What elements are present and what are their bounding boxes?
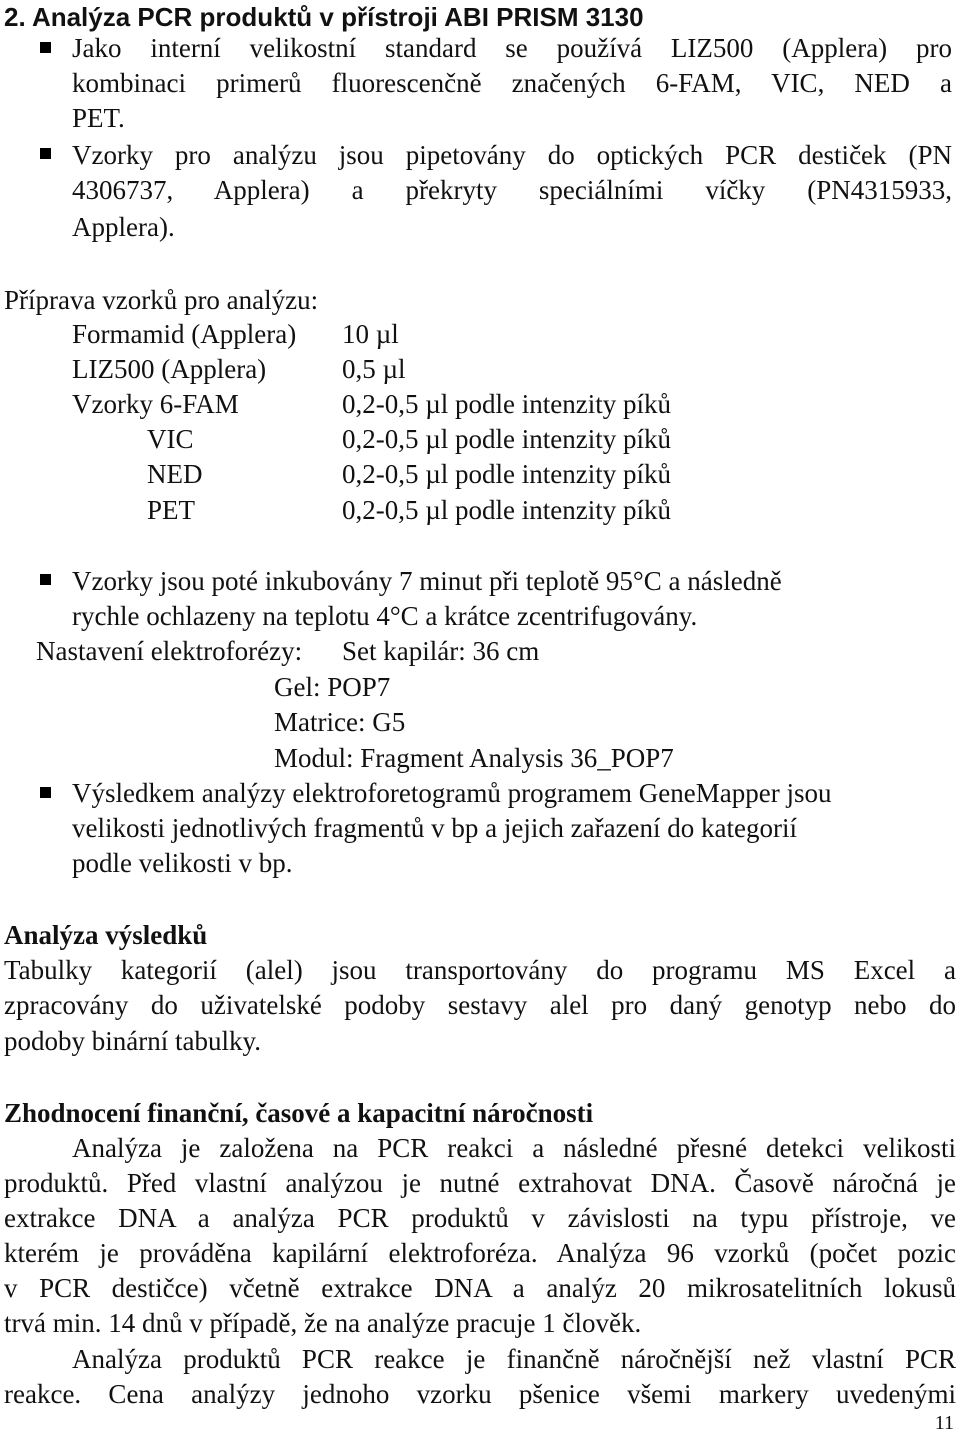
results-heading: Analýza výsledků [4, 920, 208, 950]
prep-row-value: 0,2-0,5 µl podle intenzity píků [342, 495, 672, 525]
evaluation-line5: v PCR destičce) včetně extrakce DNA a analýz 20 mikrosatelitních lokusů [4, 1273, 956, 1303]
evaluation-line2: produktů. Před vlastní analýzou je nutné extrahovat DNA. Časově náročná je [4, 1168, 956, 1198]
prep-row-value: 10 µl [342, 319, 399, 349]
bullet4-line2: velikosti jednotlivých fragmentů v bp a jejich zařazení do kategorií [72, 813, 798, 843]
bullet4-line3: podle velikosti v bp. [72, 848, 293, 878]
bullet2-line2: 4306737, Applera) a překryty speciálními víčky (PN4315933, [72, 175, 952, 205]
evaluation-line7: Analýza produktů PCR reakce je finančně náročnější než vlastní PCR [72, 1344, 956, 1374]
prep-row-name: VIC [147, 424, 194, 454]
bullet2-line3: Applera). [72, 212, 175, 242]
prep-row-value: 0,2-0,5 µl podle intenzity píků [342, 424, 672, 454]
prep-title: Příprava vzorků pro analýzu: [4, 285, 319, 315]
results-line3: podoby binární tabulky. [4, 1026, 261, 1056]
bullet1-line3: PET. [72, 103, 125, 133]
bullet4-line1: Výsledkem analýzy elektroforetogramů programem GeneMapper jsou [72, 778, 832, 808]
electro-label: Nastavení elektroforézy: [36, 636, 303, 666]
prep-row-name: LIZ500 (Applera) [72, 354, 267, 384]
bullet1-line2: kombinaci primerů fluorescenčně značených 6-FAM, VIC, NED a [72, 68, 952, 98]
bullet2-line1: Vzorky pro analýzu jsou pipetovány do optických PCR destiček (PN [72, 140, 952, 170]
prep-row-value: 0,2-0,5 µl podle intenzity píků [342, 459, 672, 489]
results-line2: zpracovány do uživatelské podoby sestavy alel pro daný genotyp nebo do [4, 990, 956, 1020]
evaluation-heading: Zhodnocení finanční, časové a kapacitní náročnosti [4, 1098, 594, 1128]
bullet-square-icon [40, 42, 51, 53]
bullet3-line2: rychle ochlazeny na teplotu 4°C a krátce zcentrifugovány. [72, 601, 698, 631]
bullet3-line1: Vzorky jsou poté inkubovány 7 minut při teplotě 95°C a následně [72, 566, 782, 596]
evaluation-line3: extrakce DNA a analýza PCR produktů v závislosti na typu přístroje, ve [4, 1203, 956, 1233]
results-line1: Tabulky kategorií (alel) jsou transportovány do programu MS Excel a [4, 955, 956, 985]
prep-row-name: Vzorky 6-FAM [72, 389, 239, 419]
bullet-square-icon [40, 148, 51, 159]
bullet-square-icon [40, 787, 51, 798]
evaluation-line1: Analýza je založena na PCR reakci a následné přesné detekci velikosti [72, 1133, 956, 1163]
section-title: 2. Analýza PCR produktů v přístroji ABI PRISM 3130 [4, 2, 644, 32]
prep-row-value: 0,2-0,5 µl podle intenzity píků [342, 389, 672, 419]
evaluation-line6: trvá min. 14 dnů v případě, že na analýze pracuje 1 člověk. [4, 1308, 642, 1338]
prep-row-name: Formamid (Applera) [72, 319, 297, 349]
page-number: 11 [934, 1412, 954, 1434]
electro-item: Set kapilár: 36 cm [342, 636, 540, 666]
prep-row-name: PET [147, 495, 196, 525]
bullet-square-icon [40, 574, 51, 585]
electro-item: Matrice: G5 [274, 707, 406, 737]
evaluation-line8: reakce. Cena analýzy jednoho vzorku pšenice všemi markery uvedenými [4, 1379, 956, 1409]
bullet1-line1: Jako interní velikostní standard se používá LIZ500 (Applera) pro [72, 33, 952, 63]
evaluation-line4: kterém je prováděna kapilární elektroforéza. Analýza 96 vzorků (počet pozic [4, 1238, 956, 1268]
prep-row-value: 0,5 µl [342, 354, 406, 384]
electro-item: Modul: Fragment Analysis 36_POP7 [274, 743, 674, 773]
electro-item: Gel: POP7 [274, 672, 391, 702]
prep-row-name: NED [147, 459, 203, 489]
